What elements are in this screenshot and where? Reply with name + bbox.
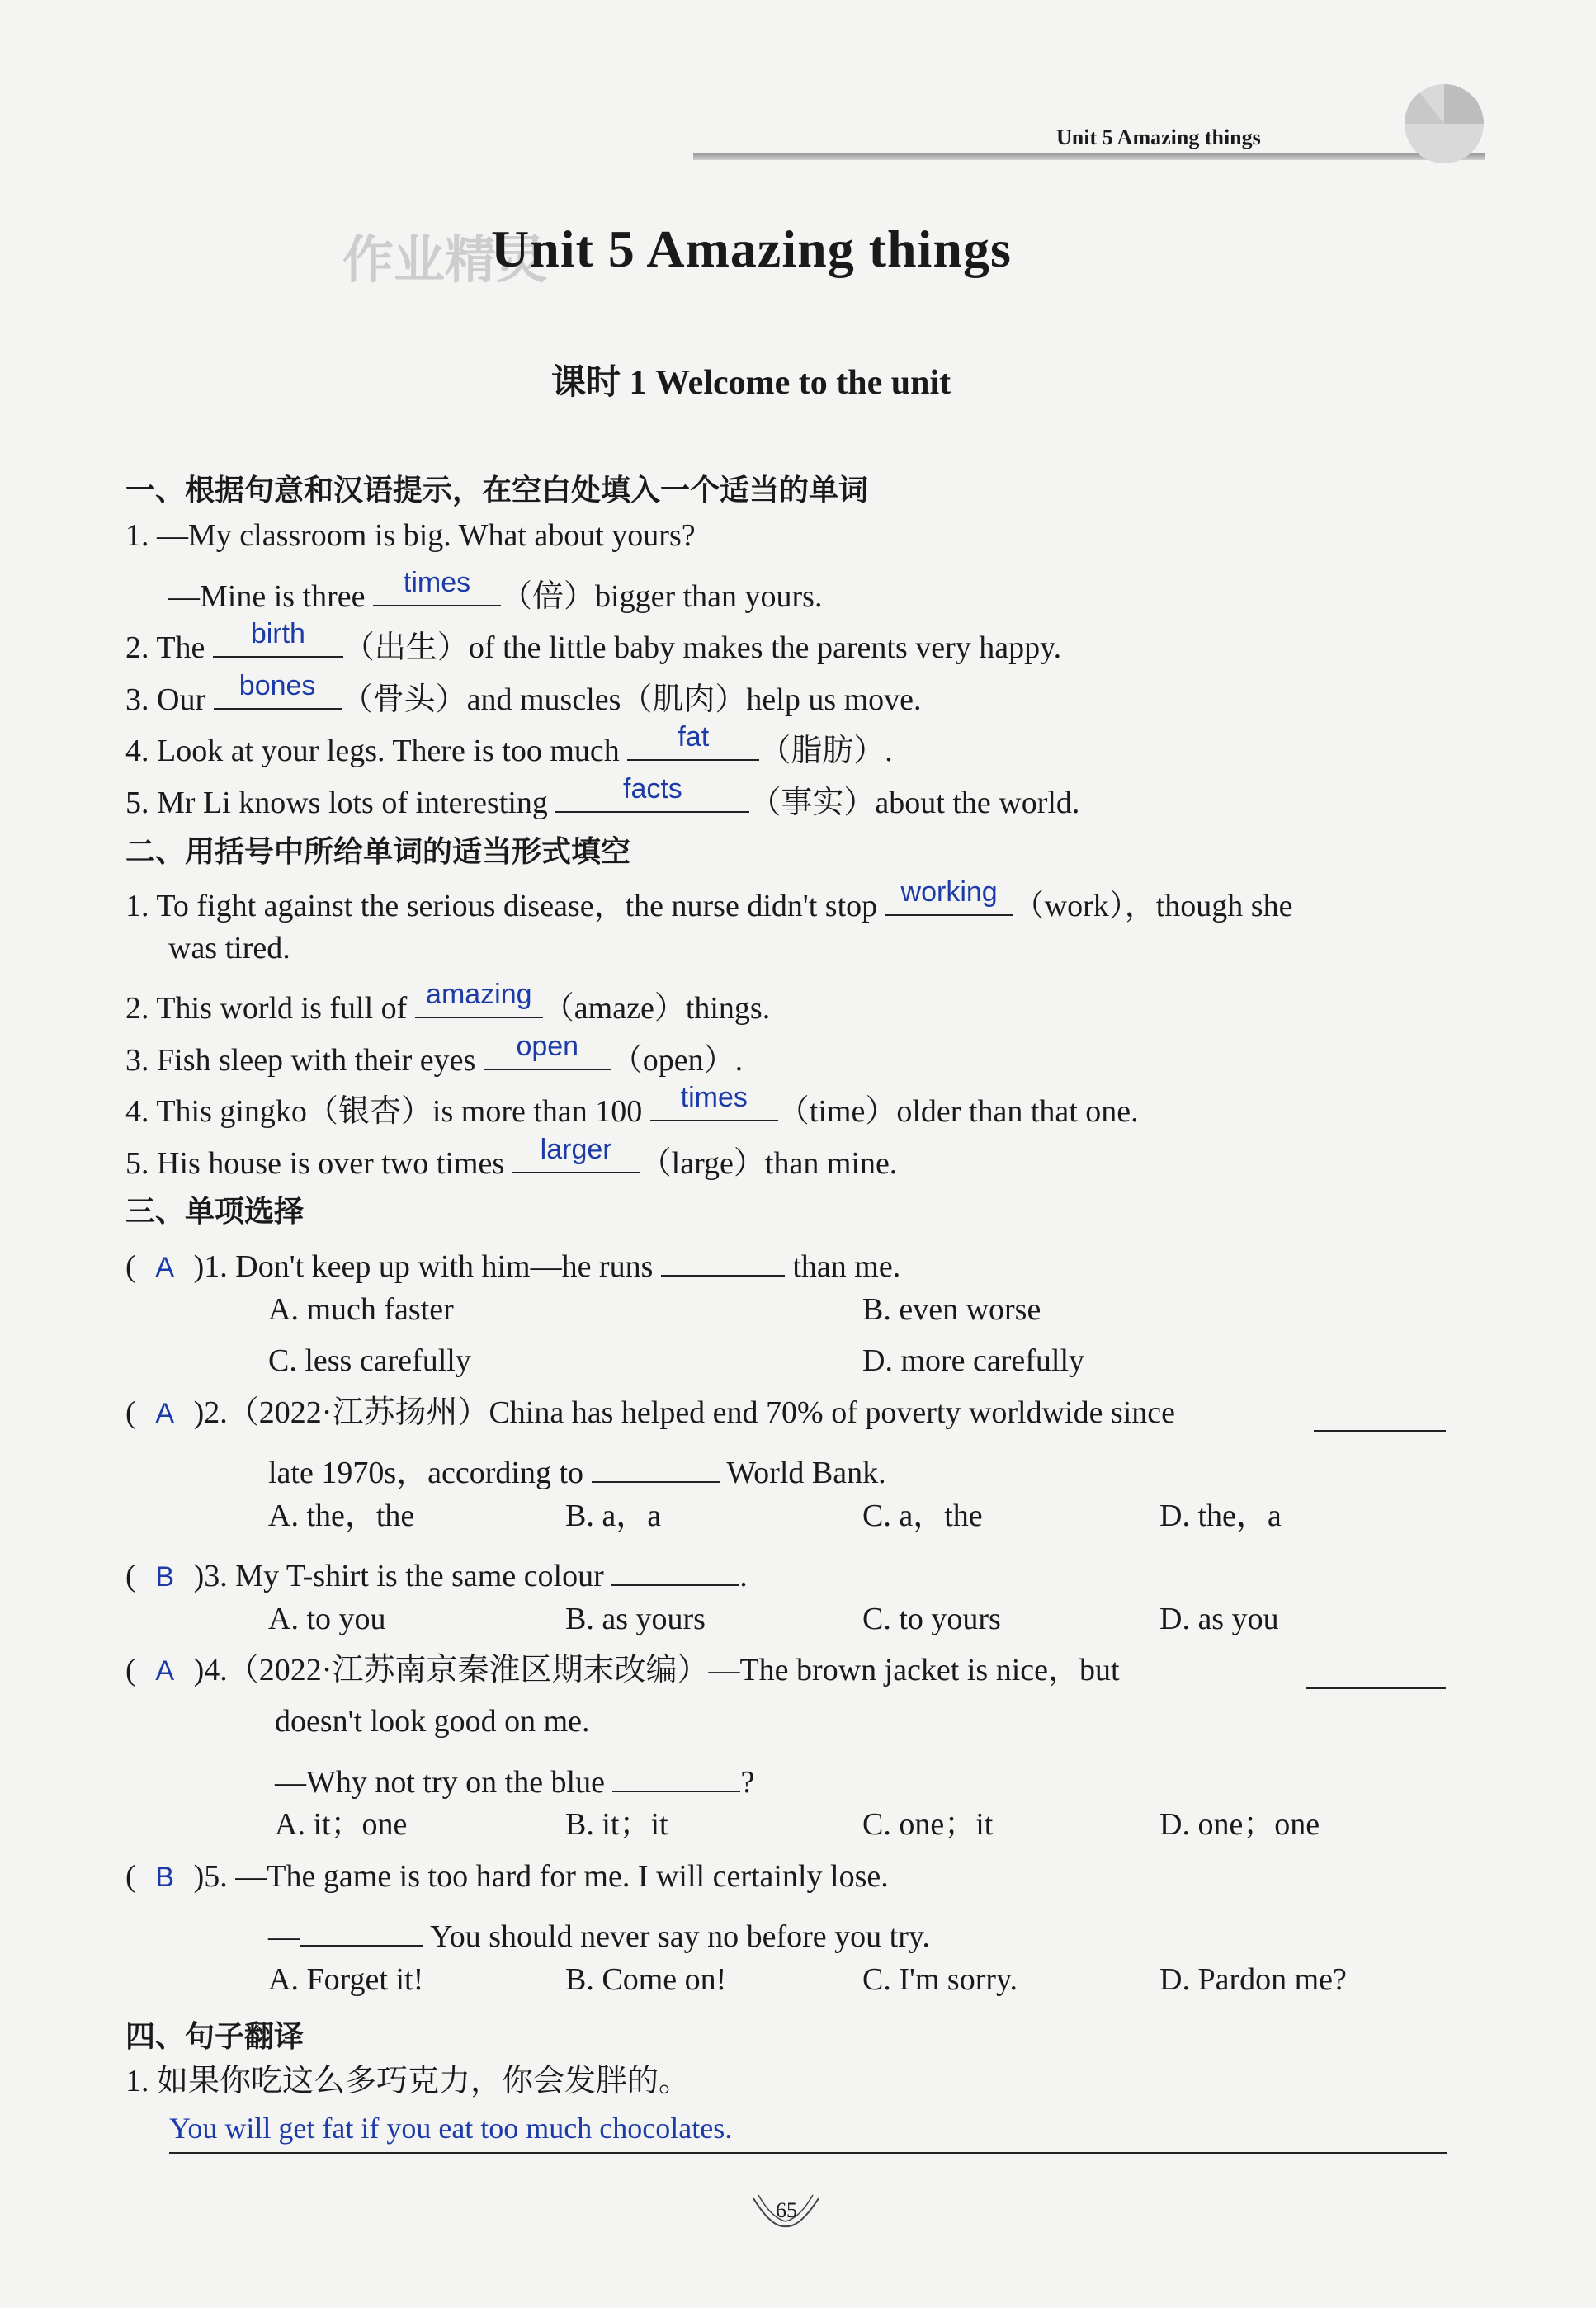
s2-q2: 2. This world is full of amazing （amaze）things.: [125, 979, 771, 1026]
option-c[interactable]: C. a，the: [862, 1499, 983, 1533]
choice-answer[interactable]: A: [155, 1252, 174, 1283]
header-rule: [693, 153, 1485, 160]
s2-q4: 4. This gingko（银杏）is more than 100 times （time）older than that one.: [125, 1082, 1139, 1129]
answer-blank: [1314, 1430, 1446, 1432]
answer-blank[interactable]: larger: [512, 1139, 640, 1173]
option-a[interactable]: A. to you: [268, 1602, 386, 1636]
option-b[interactable]: B. it；it: [565, 1807, 668, 1842]
answer-blank[interactable]: fat: [627, 726, 759, 761]
option-c[interactable]: C. one；it: [862, 1807, 994, 1842]
section3-heading: 三、单项选择: [125, 1195, 305, 1229]
s1-q3: 3. Our bones （骨头）and muscles（肌肉）help us move.: [125, 670, 922, 717]
choice-answer[interactable]: A: [155, 1655, 174, 1687]
option-a[interactable]: A. it；one: [275, 1807, 408, 1842]
option-a[interactable]: A. the，the: [268, 1499, 415, 1533]
option-b[interactable]: B. even worse: [862, 1292, 1041, 1327]
s3-q5-cont: — You should never say no before you try.: [268, 1912, 930, 1952]
option-a[interactable]: A. much faster: [268, 1292, 454, 1327]
option-a[interactable]: A. Forget it!: [268, 1962, 424, 1997]
option-c[interactable]: C. I'm sorry.: [862, 1962, 1018, 1997]
option-b[interactable]: B. as yours: [565, 1602, 706, 1636]
answer-blank[interactable]: times: [650, 1087, 778, 1121]
answer-blank: [612, 1758, 740, 1792]
answer-blank[interactable]: open: [484, 1036, 611, 1070]
s1-q5: 5. Mr Li knows lots of interesting facts （事实）about the world.: [125, 773, 1080, 820]
answer-blank[interactable]: facts: [555, 778, 749, 813]
option-d[interactable]: D. more carefully: [862, 1343, 1085, 1378]
option-d[interactable]: D. as you: [1159, 1602, 1279, 1636]
s2-q1-cont: was tired.: [168, 931, 290, 965]
answer-blank: [300, 1912, 423, 1947]
page-number: 65: [776, 2198, 797, 2222]
answer-blank: [1306, 1687, 1446, 1689]
section2-heading: 二、用括号中所给单词的适当形式填空: [125, 835, 631, 869]
s1-q1-line1: 1. —My classroom is big. What about yours?: [125, 518, 696, 553]
s2-q3: 3. Fish sleep with their eyes open （open）.: [125, 1031, 744, 1078]
option-c[interactable]: C. to yours: [862, 1602, 1001, 1636]
option-b[interactable]: B. Come on!: [565, 1962, 727, 1997]
section4-heading: 四、句子翻译: [125, 2020, 305, 2054]
answer-blank[interactable]: times: [373, 572, 501, 606]
s3-q3: ( B )3. My T-shirt is the same colour .: [125, 1551, 748, 1592]
s1-q4: 4. Look at your legs. There is too much fat （脂肪）.: [125, 721, 893, 768]
s3-q4-cont2: —Why not try on the blue ?: [275, 1758, 754, 1798]
s2-q5: 5. His house is over two times larger （large）than mine.: [125, 1134, 898, 1181]
s2-q1: 1. To fight against the serious disease，the nurse didn't stop working （work），though she: [125, 876, 1293, 923]
answer-blank[interactable]: working: [885, 881, 1013, 916]
answer-blank: [611, 1551, 739, 1586]
running-head: Unit 5 Amazing things: [1056, 125, 1261, 149]
option-d[interactable]: D. the，a: [1159, 1499, 1282, 1533]
s1-q1-line2: —Mine is three times （倍）bigger than yours.: [168, 567, 823, 614]
s1-q2: 2. The birth （出生）of the little baby makes the parents very happy.: [125, 618, 1062, 665]
answer-blank[interactable]: amazing: [415, 984, 543, 1018]
s3-q1: ( A )1. Don't keep up with him—he runs than me.: [125, 1242, 900, 1282]
translation-answer[interactable]: You will get fat if you eat too much chocolates.: [169, 2112, 733, 2145]
option-d[interactable]: D. one；one: [1159, 1807, 1320, 1842]
option-d[interactable]: D. Pardon me?: [1159, 1962, 1347, 1997]
unit-title: Unit 5 Amazing things: [491, 219, 1012, 278]
option-b[interactable]: B. a，a: [565, 1499, 662, 1533]
answer-blank[interactable]: bones: [214, 675, 342, 710]
lesson-title: 课时 1 Welcome to the unit: [551, 364, 951, 402]
watermark: 作业精灵: [342, 229, 548, 290]
s3-q2: ( A )2.（2022·江苏扬州）China has helped end 70% of poverty worldwide since: [125, 1395, 1176, 1430]
choice-answer[interactable]: B: [155, 1862, 174, 1893]
book-corner-icon: [1395, 74, 1494, 165]
answer-blank: [592, 1448, 720, 1483]
answer-blank[interactable]: birth: [213, 623, 343, 658]
s3-q4-cont: doesn't look good on me.: [275, 1704, 590, 1739]
s3-q5: ( B )5. —The game is too hard for me. I will certainly lose.: [125, 1859, 889, 1894]
answer-blank: [661, 1242, 785, 1277]
s3-q4: ( A )4.（2022·江苏南京秦淮区期末改编）—The brown jacket is nice，but: [125, 1653, 1120, 1687]
answer-line: [169, 2152, 1447, 2154]
option-c[interactable]: C. less carefully: [268, 1343, 471, 1378]
choice-answer[interactable]: B: [155, 1561, 174, 1593]
section1-heading: 一、根据句意和汉语提示，在空白处填入一个适当的单词: [125, 474, 869, 507]
s3-q2-cont: late 1970s，according to World Bank.: [268, 1448, 886, 1489]
choice-answer[interactable]: A: [155, 1398, 174, 1429]
s4-q1: 1. 如果你吃这么多巧克力，你会发胖的。: [125, 2064, 691, 2098]
